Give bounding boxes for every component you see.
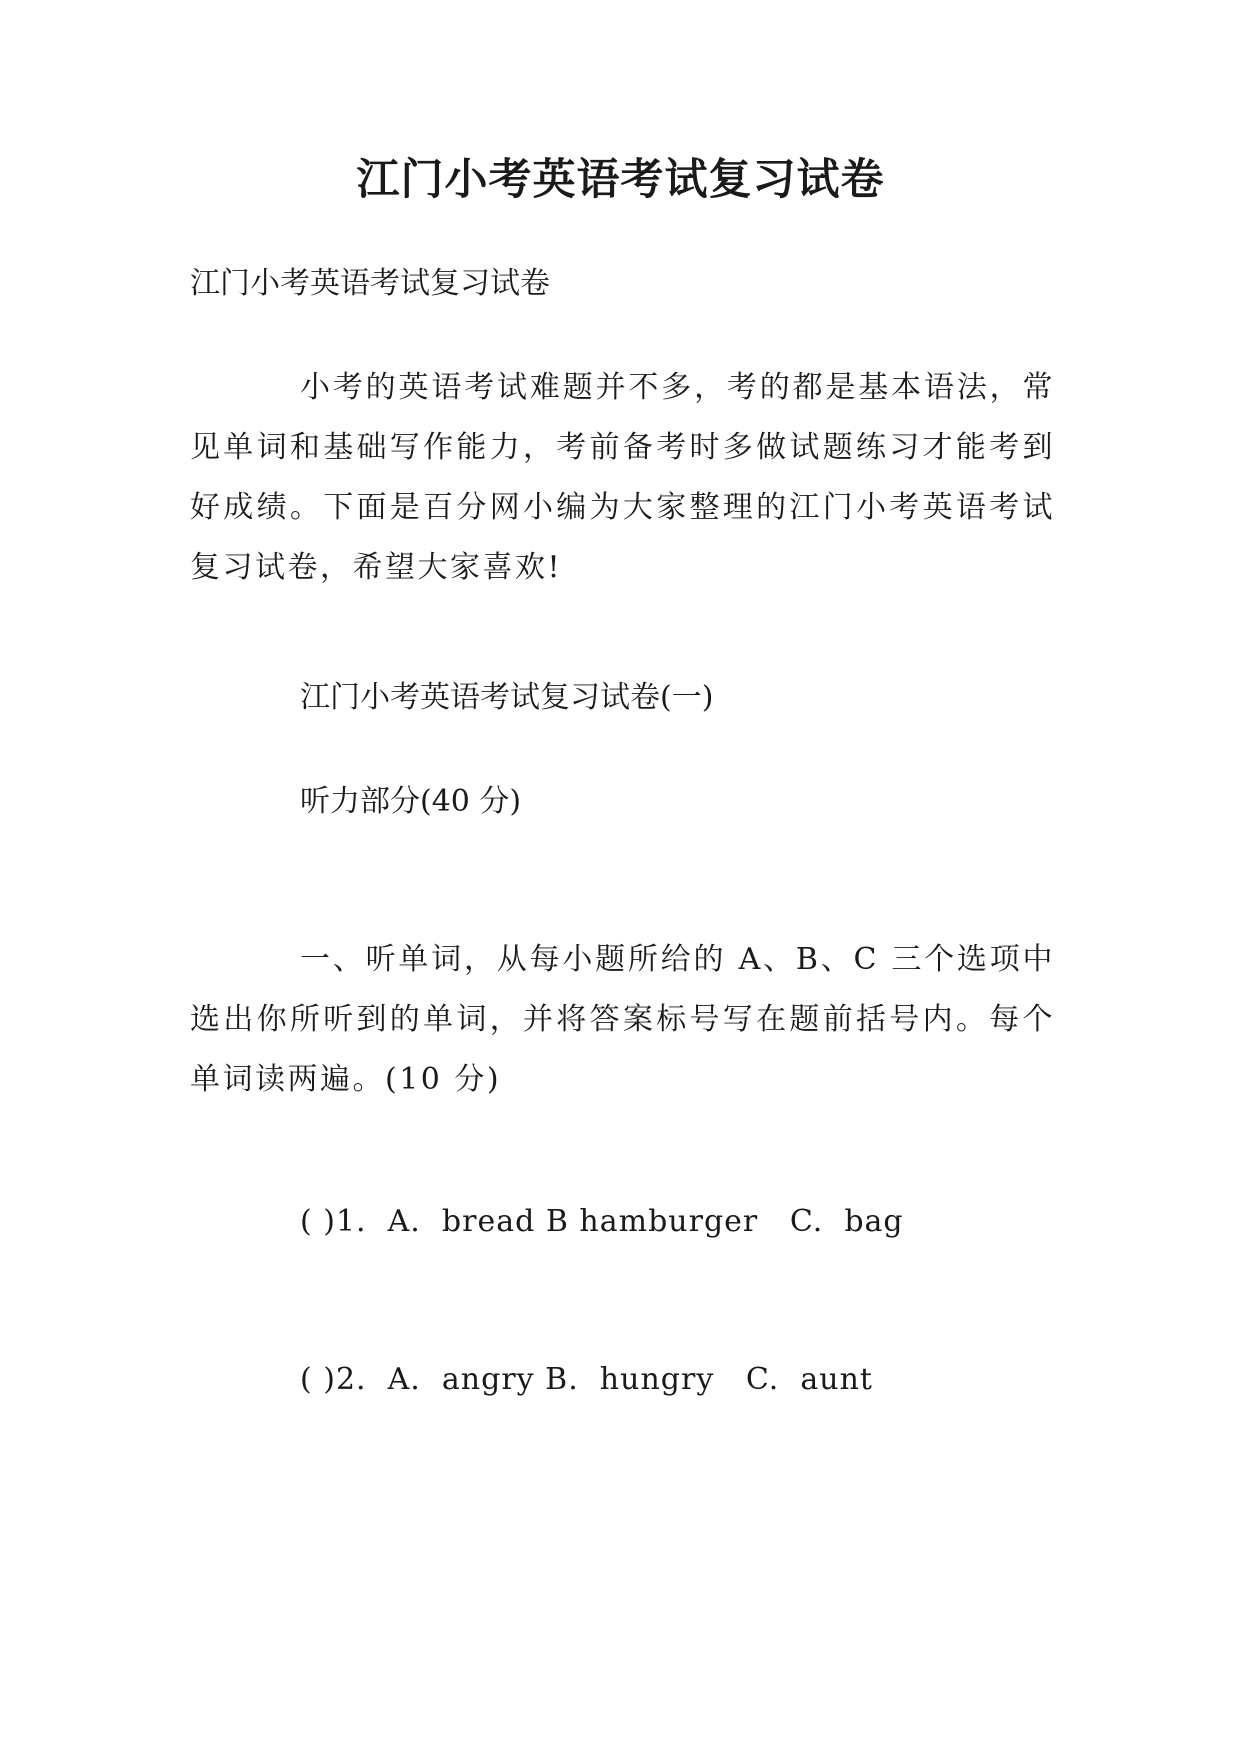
intro-paragraph: 小考的英语考试难题并不多，考的都是基本语法，常见单词和基础写作能力，考前备考时多做试题练习才能考到好成绩。下面是百分网小编为大家整理的江门小考英语考试复习试卷，希望大家喜欢! <box>190 370 1055 585</box>
part-title: 听力部分(40 分) <box>300 784 522 819</box>
question-1: ( )1. A. bread B hamburger C. bag <box>300 1204 904 1239</box>
document-subtitle: 江门小考英语考试复习试卷 <box>190 266 550 301</box>
document-title: 江门小考英语考试复习试卷 <box>356 155 885 205</box>
question-2: ( )2. A. angry B. hungry C. aunt <box>300 1362 873 1397</box>
section-title: 江门小考英语考试复习试卷(一) <box>300 680 714 715</box>
instruction-paragraph: 一、听单词，从每小题所给的 A、B、C 三个选项中选出你所听到的单词，并将答案标号写在题前括号内。每个单词读两遍。(10 分) <box>190 942 1055 1097</box>
